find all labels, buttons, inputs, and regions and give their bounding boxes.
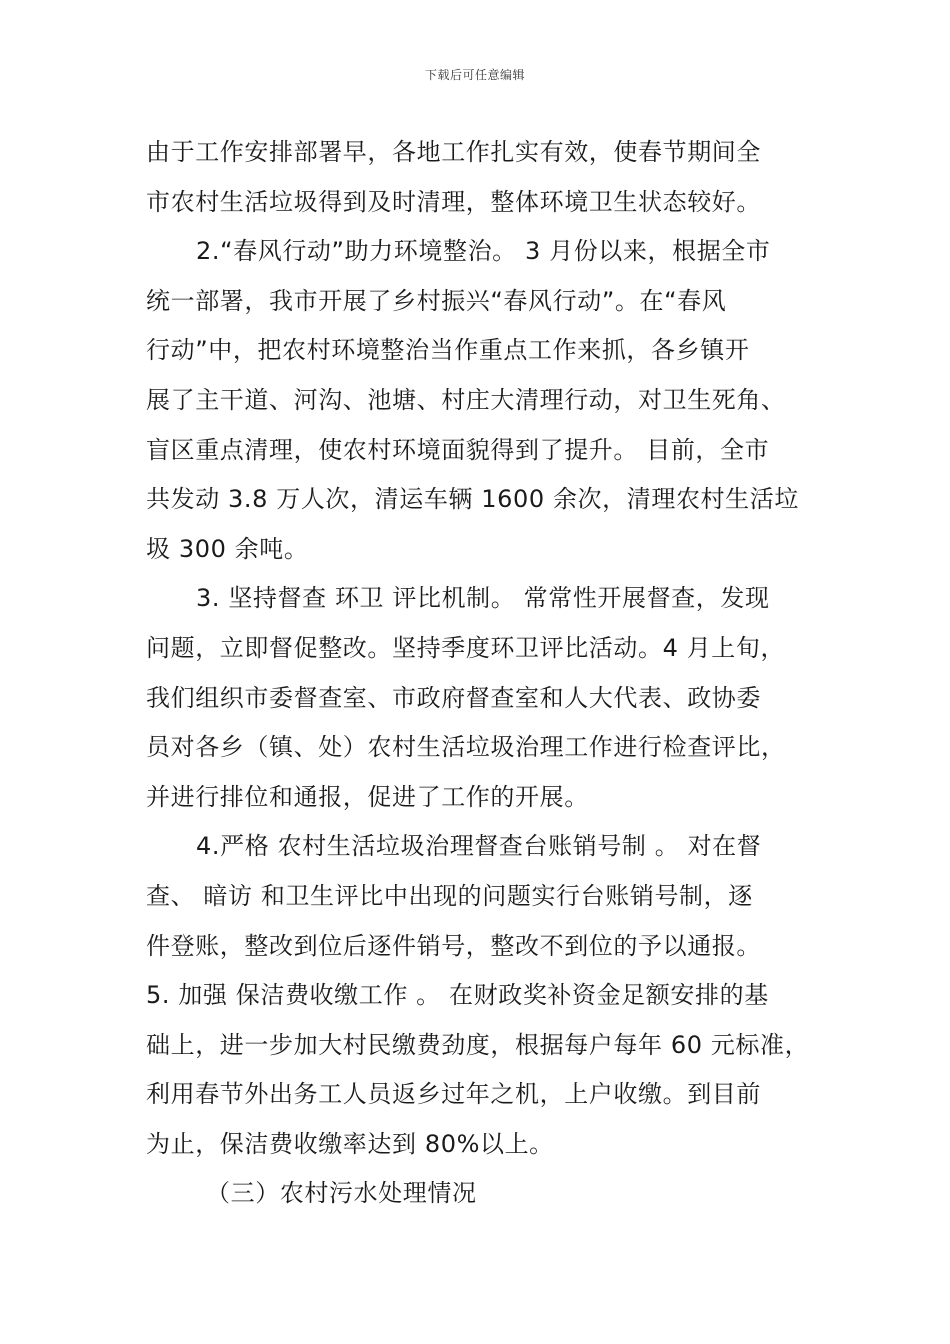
paragraph-line: 件登账，整改到位后逐件销号，整改不到位的予以通报。 <box>146 931 761 960</box>
section-heading: （三）农村污水处理情况 <box>206 1179 477 1208</box>
paragraph-line: 圾 300 余吨。 <box>146 534 309 563</box>
paragraph-line: 查、 暗访 和卫生评比中出现的问题实行台账销号制，逐 <box>146 881 753 910</box>
paragraph-line: 盲区重点清理，使农村环境面貌得到了提升。 目前，全市 <box>146 435 770 464</box>
page-header: 下载后可任意编辑 <box>424 68 525 82</box>
paragraph-line: 础上，进一步加大村民缴费劲度，根据每户每年 60 元标准， <box>146 1030 810 1059</box>
paragraph-line: 利用春节外出务工人员返乡过年之机，上户收缴。到目前 <box>146 1080 761 1109</box>
document-body <box>146 128 811 1219</box>
paragraph-line: 问题，立即督促整改。坚持季度环卫评比活动。4 月上旬， <box>146 633 786 662</box>
paragraph-line: 统一部署，我市开展了乡村振兴“春风行动”。在“春风 <box>146 286 727 315</box>
paragraph-line: 3. 坚持督查 环卫 评比机制。 常常性开展督查，发现 <box>196 584 770 613</box>
paragraph-line: 为止，保洁费收缴率达到 80%以上。 <box>146 1129 554 1158</box>
paragraph-line: 行动”中，把农村环境整治当作重点工作来抓，各乡镇开 <box>146 336 750 365</box>
paragraph-line: 展了主干道、河沟、池塘、村庄大清理行动，对卫生死角、 <box>146 385 786 414</box>
paragraph-line: 市农村生活垃圾得到及时清理，整体环境卫生状态较好。 <box>146 187 761 216</box>
paragraph-line: 我们组织市委督查室、市政府督查室和人大代表、政协委 <box>146 683 761 712</box>
paragraph-line: 5. 加强 保洁费收缴工作 。 在财政奖补资金足额安排的基 <box>146 981 769 1010</box>
paragraph-line: 并进行排位和通报，促进了工作的开展。 <box>146 782 589 811</box>
paragraph-line: 2.“春风行动”助力环境整治。 3 月份以来，根据全市 <box>196 237 771 266</box>
paragraph-line: 共发动 3.8 万人次，清运车辆 1600 余次，清理农村生活垃 <box>146 485 799 514</box>
paragraph-line: 4.严格 农村生活垃圾治理督查台账销号制 。 对在督 <box>196 832 762 861</box>
paragraph-line: 由于工作安排部署早，各地工作扎实有效，使春节期间全 <box>146 138 761 166</box>
paragraph-line: 员对各乡（镇、处）农村生活垃圾治理工作进行检查评比， <box>146 733 786 762</box>
